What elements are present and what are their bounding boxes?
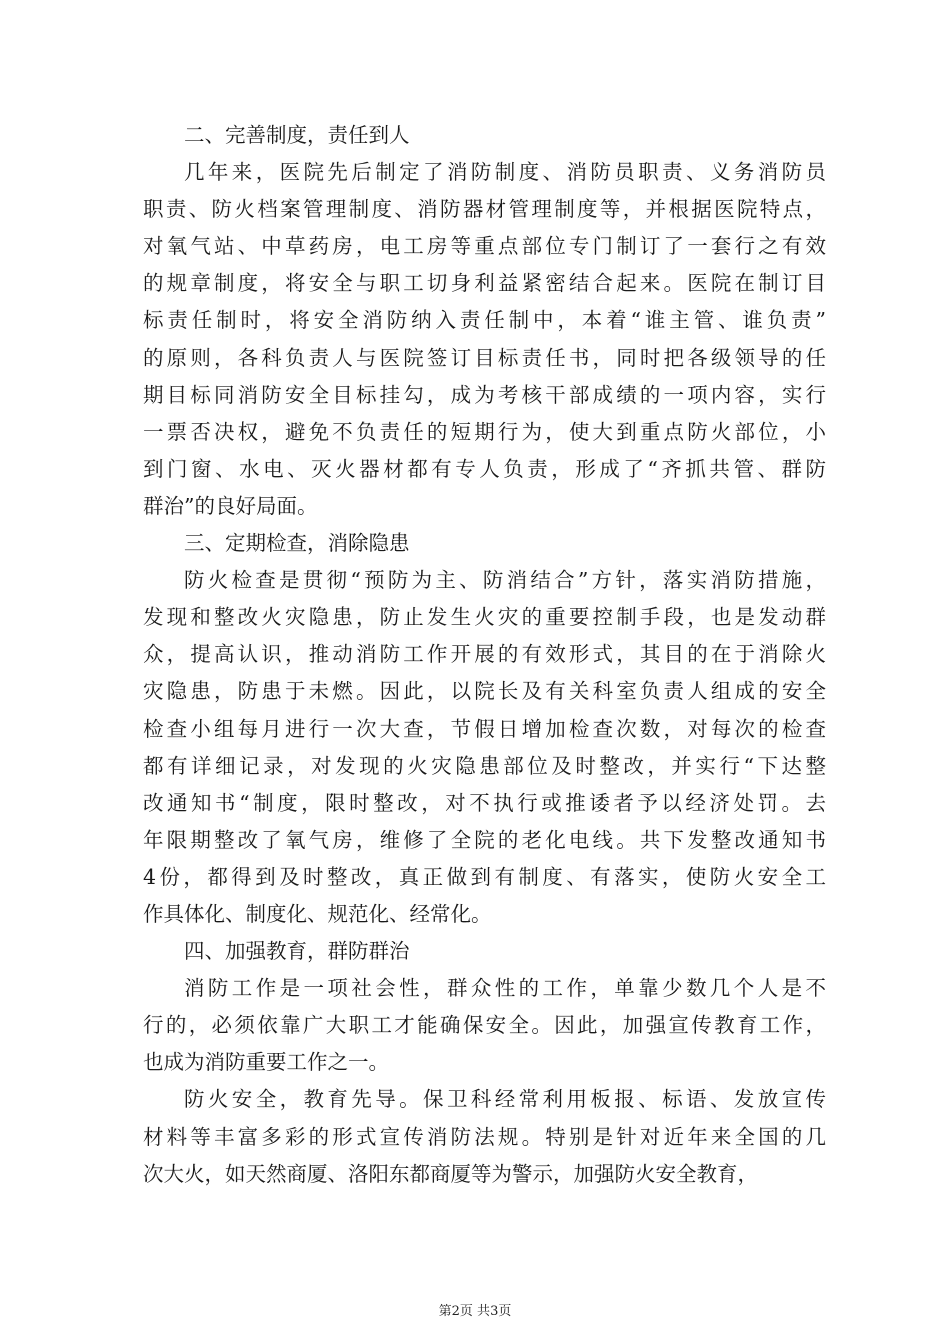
text-line: 行的，必须依靠广大职工才能确保安全。因此，加强宣传教育工作， — [143, 1013, 826, 1038]
text-line: 群治”的良好局面。 — [143, 493, 318, 518]
text-line: 材料等丰富多彩的形式宣传消防法规。特别是针对近年来全国的几 — [143, 1124, 826, 1149]
text-line: 的规章制度，将安全与职工切身利益紧密结合起来。医院在制订目 — [143, 271, 826, 296]
section-heading — [143, 117, 826, 154]
text-line: 作具体化、制度化、规范化、经常化。 — [143, 901, 492, 926]
text-line: 发现和整改火灾隐患，防止发生火灾的重要控制手段，也是发动群 — [143, 605, 826, 630]
paragraph — [143, 154, 826, 525]
text-line: 标责任制时，将安全消防纳入责任制中，本着“谁主管、谁负责” — [143, 308, 826, 333]
document-body — [143, 117, 826, 1193]
text-line: 年限期整改了氧气房，维修了全院的老化电线。共下发整改通知书 — [143, 827, 826, 852]
text-line: 到门窗、水电、灭火器材都有专人负责，形成了“齐抓共管、群防 — [143, 456, 826, 481]
text-line: 对氧气站、中草药房，电工房等重点部位专门制订了一套行之有效 — [143, 234, 826, 259]
text-line: 二、完善制度，责任到人 — [184, 123, 410, 147]
total-page-number: 3 — [490, 1304, 499, 1319]
text-line: 也成为消防重要工作之一。 — [143, 1050, 389, 1075]
text-line: 三、定期检查，消除隐患 — [184, 531, 410, 556]
text-line: 职责、防火档案管理制度、消防器材管理制度等，并根据医院特点， — [143, 197, 826, 222]
text-line: 众，提高认识，推动消防工作开展的有效形式，其目的在于消除火 — [143, 642, 826, 667]
text-line: 四、加强教育，群防群治 — [184, 939, 410, 964]
text-line: 防火安全，教育先导。保卫科经常利用板报、标语、发放宣传 — [184, 1087, 826, 1112]
text-line: 灾隐患，防患于未燃。因此，以院长及有关科室负责人组成的安全 — [143, 679, 826, 704]
text-line: 期目标同消防安全目标挂勾，成为考核干部成绩的一项内容，实行 — [143, 382, 826, 407]
text-line: 几年来，医院先后制定了消防制度、消防员职责、义务消防员 — [184, 160, 826, 185]
text-line: 4份，都得到及时整改，真正做到有制度、有落实，使防火安全工 — [143, 864, 826, 889]
text-line: 次大火，如天然商厦、洛阳东都商厦等为警示，加强防火安全教育， — [143, 1161, 758, 1186]
page-footer — [0, 1304, 950, 1320]
text-line: 的原则，各科负责人与医院签订目标责任书，同时把各级领导的任 — [143, 345, 826, 370]
paragraph — [143, 1081, 826, 1192]
text-line: 都有详细记录，对发现的火灾隐患部位及时整改，并实行“下达整 — [143, 753, 826, 778]
page-number-suffix: 页 — [498, 1304, 512, 1319]
text-line: 一票否决权，避免不负责任的短期行为，使大到重点防火部位，小 — [143, 419, 826, 444]
text-line: 改通知书“制度，限时整改，对不执行或推诿者予以经济处罚。去 — [143, 790, 826, 815]
paragraph — [143, 562, 826, 933]
current-page-number: 2 — [451, 1304, 460, 1319]
section-heading — [143, 933, 826, 970]
paragraph — [143, 970, 826, 1081]
page-number-prefix: 第 — [438, 1304, 452, 1319]
text-line: 消防工作是一项社会性，群众性的工作，单靠少数几个人是不 — [184, 976, 826, 1001]
page-number-middle: 页 共 — [459, 1304, 491, 1319]
section-heading — [143, 525, 826, 562]
text-line: 检查小组每月进行一次大查，节假日增加检查次数，对每次的检查 — [143, 716, 826, 741]
text-line: 防火检查是贯彻“预防为主、防消结合”方针，落实消防措施， — [184, 568, 826, 593]
